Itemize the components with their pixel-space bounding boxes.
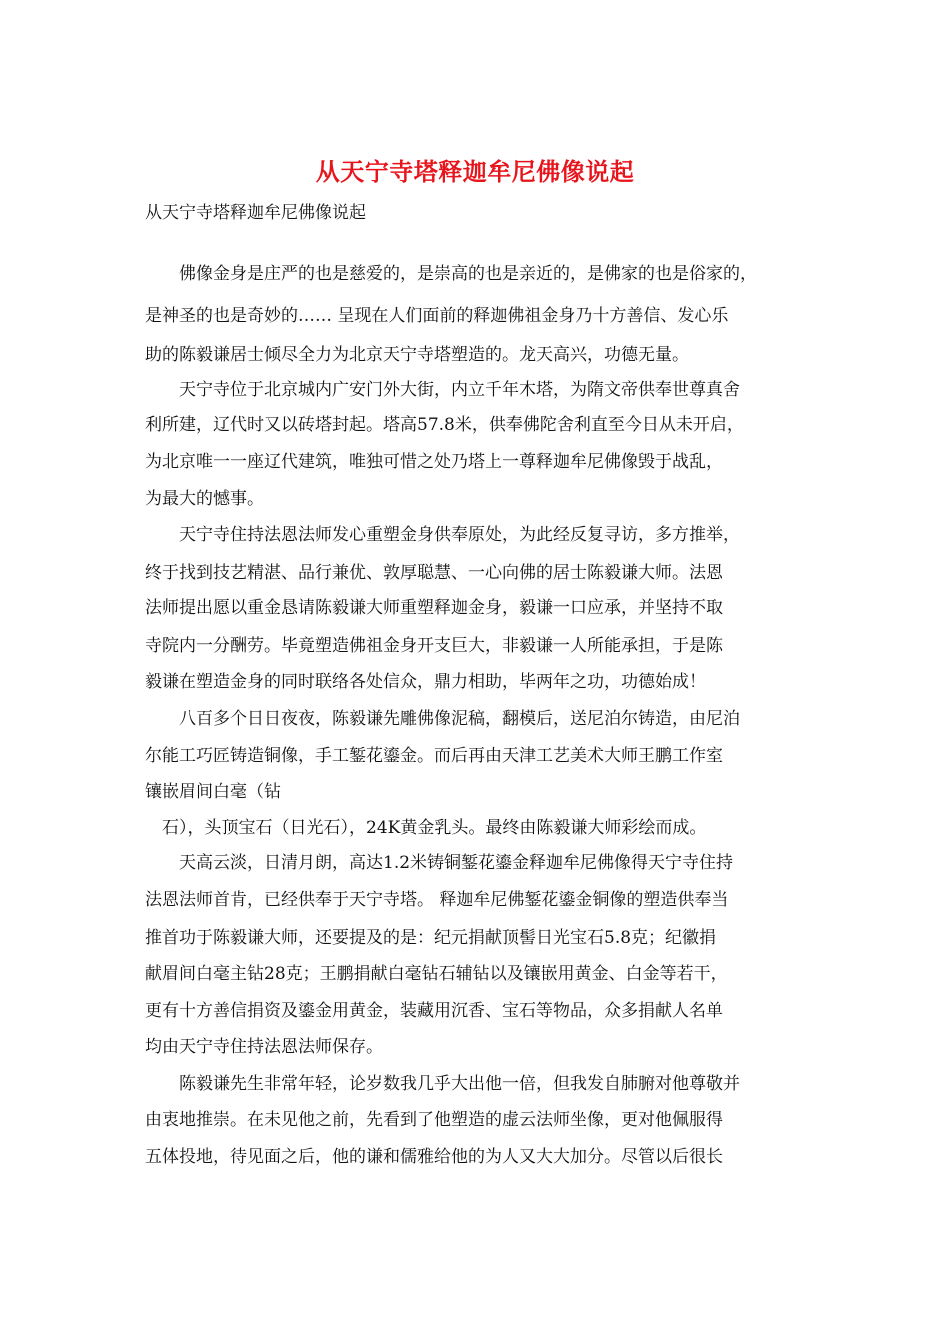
body-line: 为最大的憾事。 bbox=[145, 489, 264, 509]
body-line: 为北京唯一一座辽代建筑，唯独可惜之处乃塔上一尊释迦牟尼佛像毁于战乱， bbox=[145, 452, 723, 472]
body-line: 尔能工巧匠铸造铜像，手工錾花鎏金。而后再由天津工艺美术大师王鹏工作室 bbox=[145, 746, 723, 766]
body-line: 助的陈毅谦居士倾尽全力为北京天宁寺塔塑造的。龙天高兴，功德无量。 bbox=[145, 345, 689, 365]
body-line: 八百多个日日夜夜，陈毅谦先雕佛像泥稿，翻模后，送尼泊尔铸造，由尼泊 bbox=[145, 709, 740, 729]
body-line: 天宁寺住持法恩法师发心重塑金身供奉原处，为此经反复寻访，多方推举， bbox=[145, 525, 740, 545]
body-line: 五体投地，待见面之后，他的谦和儒雅给他的为人又大大加分。尽管以后很长 bbox=[145, 1147, 723, 1167]
body-line: 利所建，辽代时又以砖塔封起。塔高57.8米，供奉佛陀舍利直至今日从未开启， bbox=[145, 415, 744, 435]
body-line: 天高云淡，日清月朗，高达1.2米铸铜錾花鎏金释迦牟尼佛像得天宁寺住持 bbox=[145, 853, 734, 873]
document-subtitle: 从天宁寺塔释迦牟尼佛像说起 bbox=[145, 203, 366, 223]
body-line: 镶嵌眉间白毫（钻 bbox=[145, 782, 281, 802]
document-title: 从天宁寺塔释迦牟尼佛像说起 bbox=[315, 157, 635, 186]
body-line: 法恩法师首肯，已经供奉于天宁寺塔。 释迦牟尼佛錾花鎏金铜像的塑造供奉当 bbox=[145, 890, 729, 910]
body-line: 天宁寺位于北京城内广安门外大街，内立千年木塔，为隋文帝供奉世尊真舍 bbox=[145, 380, 740, 400]
body-line: 终于找到技艺精湛、品行兼优、敦厚聪慧、一心向佛的居士陈毅谦大师。法恩 bbox=[145, 563, 723, 583]
body-line: 是神圣的也是奇妙的…… 呈现在人们面前的释迦佛祖金身乃十方善信、发心乐 bbox=[145, 306, 729, 326]
body-line: 法师提出愿以重金恳请陈毅谦大师重塑释迦金身，毅谦一口应承，并坚持不取 bbox=[145, 598, 723, 618]
body-line: 推首功于陈毅谦大师，还要提及的是：纪元捐献顶髻日光宝石5.8克；纪徽捐 bbox=[145, 928, 717, 948]
body-line: 陈毅谦先生非常年轻，论岁数我几乎大出他一倍，但我发自肺腑对他尊敬并 bbox=[145, 1074, 740, 1094]
body-line: 更有十方善信捐资及鎏金用黄金，装藏用沉香、宝石等物品，众多捐献人名单 bbox=[145, 1001, 723, 1021]
body-line: 毅谦在塑造金身的同时联络各处信众，鼎力相助，毕两年之功，功德始成！ bbox=[145, 672, 706, 692]
body-line: 石），头顶宝石（日光石），24K黄金乳头。最终由陈毅谦大师彩绘而成。 bbox=[145, 818, 707, 838]
body-line: 寺院内一分酬劳。毕竟塑造佛祖金身开支巨大，非毅谦一人所能承担，于是陈 bbox=[145, 636, 723, 656]
body-line: 均由天宁寺住持法恩法师保存。 bbox=[145, 1037, 383, 1057]
body-line: 由衷地推崇。在未见他之前，先看到了他塑造的虚云法师坐像，更对他佩服得 bbox=[145, 1110, 723, 1130]
body-line: 献眉间白毫主钻28克；王鹏捐献白毫钻石辅钻以及镶嵌用黄金、白金等若干， bbox=[145, 964, 728, 984]
body-line: 佛像金身是庄严的也是慈爱的，是崇高的也是亲近的，是佛家的也是俗家的， bbox=[145, 264, 757, 284]
